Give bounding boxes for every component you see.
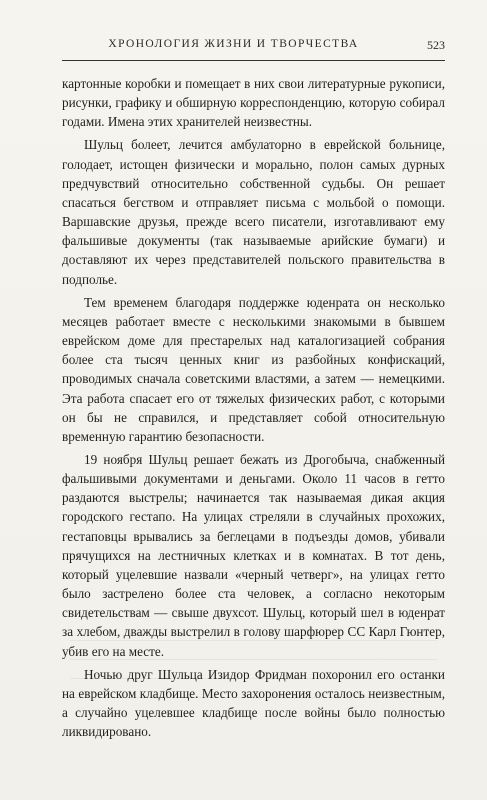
paragraph: Тем временем благодаря поддержке юденрата он несколько месяцев работает вместе с несколькими знакомыми в бывшем еврейском доме для престарелых над каталогизацией собрания более ста тысяч ценных книг из разбойных конфискаций, проводимых сначала советскими властями, а затем — немецкими. Эта работа спасает его от тяжелых физических работ, с которыми он бы не справился, и представляет собой относительную временную гарантию безопасности. bbox=[62, 294, 445, 444]
paragraph: 19 ноября Шульц решает бежать из Дрогобыча, снабженный фальшивыми документами и деньгами. Около 11 часов в гетто раздаются выстрелы; начинается так называемая дикая акция городского гестапо. На улицах стреляли в случайных прохожих, гестаповцы врывались за беглецами в подъезды домов, убивали прячущихся на лестничных клетках и в комнатах. В тот день, который уцелевшие назвали «черный четверг», на улицах гетто было застрелено более ста человек, а согласно некоторым свидетельствам — свыше двухсот. Шульц, который шел в юденрат за хлебом, дважды выстрелил в голову шарфюрер СС Карл Гюнтер, убив его на месте. bbox=[62, 451, 445, 659]
paragraph: картонные коробки и помещает в них свои литературные рукописи, рисунки, графику и обширную корреспонденцию, которую собирал годами. Имена этих хранителей неизвестны. bbox=[62, 76, 445, 130]
page-number: 523 bbox=[427, 38, 445, 52]
show-through-ghost-text bbox=[70, 640, 437, 700]
paragraph: Ночью друг Шульца Изидор Фридман похоронил его останки на еврейском кладбище. Место захоронения осталось неизвестным, а случайно уцелевшее кладбище после войны было полностью ликвидировано. bbox=[62, 666, 445, 740]
running-head bbox=[62, 38, 445, 61]
paragraph: Шульц болеет, лечится амбулаторно в еврейской больнице, голодает, истощен физически и морально, полон самых дурных предчувствий относительно собственной судьбы. Он решает спасаться бегством и отправляет письма с мольбой о помощи. Варшавские друзья, прежде всего писатели, изготавливают ему фальшивые документы (так называемые арийские бумаги) и доставляют их через представителей польского правительства в подполье. bbox=[62, 137, 445, 287]
running-title: ХРОНОЛОГИЯ ЖИЗНИ И ТВОРЧЕСТВА bbox=[108, 38, 359, 50]
